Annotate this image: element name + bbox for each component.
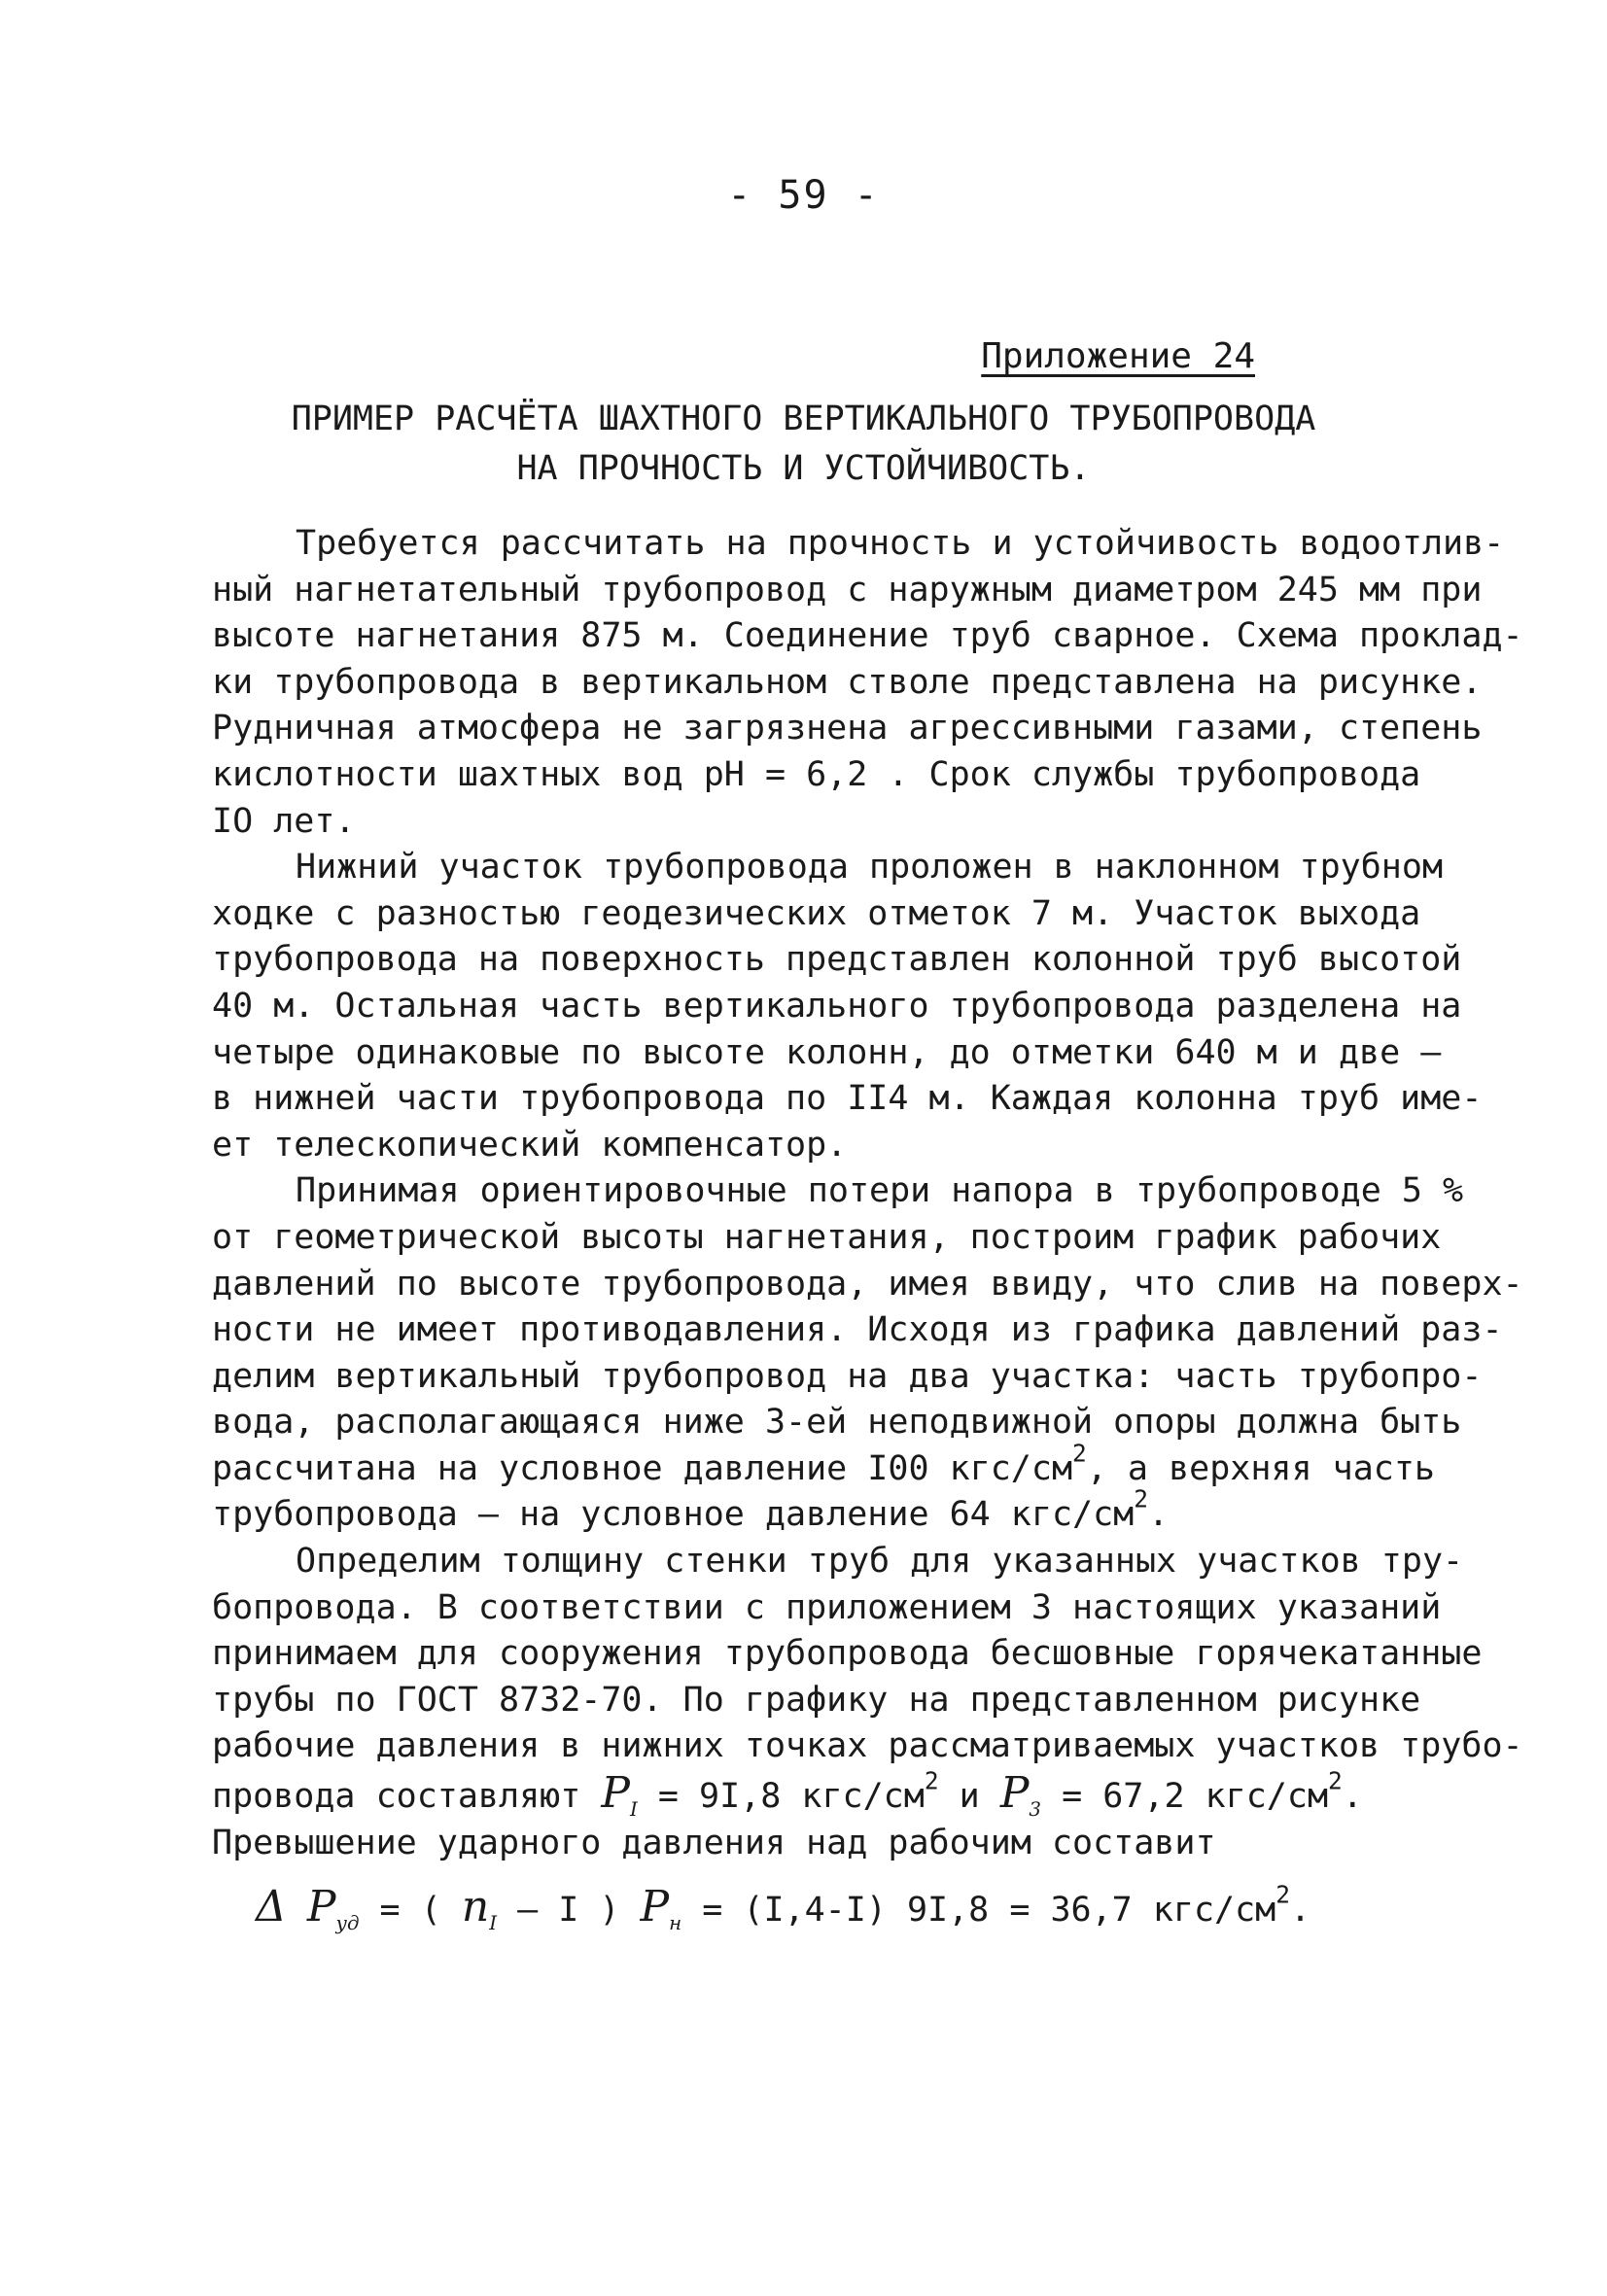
text-line [212, 1766, 1408, 1821]
body-text [212, 521, 1523, 1935]
symbol-p1 [601, 1768, 638, 1821]
text-line: рабочие давления в нижних точках рассматриваемых участков трубо- [212, 1726, 1523, 1766]
symbol-letter: P [640, 1882, 670, 1932]
text-line: 40 м. Остальная часть вертикального трубопровода разделена на [212, 986, 1462, 1026]
superscript: 2 [1134, 1485, 1148, 1514]
title-line: НА ПРОЧНОСТЬ И УСТОЙЧИВОСТЬ. [516, 449, 1091, 488]
text-span: . [1148, 1495, 1170, 1535]
formula [212, 1880, 1408, 1935]
text-line: бопровода. В соответствии с приложением 3 настоящих указаний [212, 1587, 1442, 1627]
title-line: ПРИМЕР РАСЧЁТА ШАХТНОГО ВЕРТИКАЛЬНОГО ТРУБОПРОВОДА [291, 400, 1316, 438]
text-line: высоте нагнетания 875 м. Соединение труб сварное. Схема проклад- [212, 616, 1523, 656]
text-line: вода, располагающаяся ниже 3-ей неподвижной опоры должна быть [212, 1403, 1462, 1443]
delta-symbol: Δ [256, 1882, 287, 1932]
superscript: 2 [1275, 1880, 1291, 1909]
text-line: кислотности шахтных вод pH = 6,2 . Срок службы трубопровода [212, 754, 1421, 794]
text-line: IO лет. [212, 801, 356, 841]
symbol-n [461, 1882, 498, 1935]
text-line: делим вертикальный трубопровод на два участка: часть трубопро- [212, 1356, 1483, 1396]
text-line: принимаем для сооружения трубопровода бесшовные горячекатанные [212, 1634, 1483, 1674]
appendix-label: Приложение 24 [981, 336, 1255, 376]
text-line: трубопровода на поверхность представлен колонной труб высотой [212, 940, 1462, 980]
text-line: трубы по ГОСТ 8732-70. По графику на представленном рисунке [212, 1680, 1421, 1720]
subscript: 3 [1029, 1797, 1042, 1821]
subscript: н [669, 1912, 682, 1935]
text-line: ности не имеет противодавления. Исходя из графика давлений раз- [212, 1310, 1503, 1350]
text-line: Принимая ориентировочные потери напора в трубопроводе 5 % [296, 1171, 1464, 1211]
subscript: I [489, 1912, 498, 1935]
superscript: 2 [924, 1766, 939, 1795]
text-span: трубопровода – на условное давление 64 кгс/см [212, 1495, 1135, 1535]
text-line: ет телескопический компенсатор. [212, 1125, 848, 1165]
symbol-p-ud [306, 1882, 360, 1935]
text-line: от геометрической высоты нагнетания, построим график рабочих [212, 1217, 1442, 1257]
text-span: . [1342, 1777, 1363, 1817]
symbol-letter: P [601, 1768, 630, 1819]
text-span: = ( [359, 1891, 462, 1931]
subscript: уд [335, 1912, 360, 1935]
text-line: Требуется рассчитать на прочность и устойчивость водоотлив- [296, 524, 1505, 563]
symbol-letter: P [306, 1882, 336, 1932]
text-line [212, 1439, 1436, 1493]
text-span: = 9I,8 кгс/см [637, 1777, 925, 1817]
text-line: давлений по высоте трубопровода, имея ввиду, что слив на поверх- [212, 1264, 1523, 1304]
document-title [0, 395, 1607, 494]
text-line: ходке с разностью геодезических отметок 7 м. Участок выхода [212, 893, 1421, 933]
symbol-p-n [640, 1882, 682, 1935]
text-span: , а верхняя часть [1086, 1448, 1436, 1488]
text-line: Превышение ударного давления над рабочим составит [212, 1823, 1216, 1862]
superscript: 2 [1072, 1439, 1087, 1468]
text-line: ки трубопровода в вертикальном стволе представлена на рисунке. [212, 662, 1483, 702]
text-span: . [1290, 1891, 1311, 1931]
subscript: I [629, 1797, 638, 1821]
text-line: Определим толщину стенки труб для указанных участков тру- [296, 1542, 1464, 1582]
text-span: – I ) [497, 1891, 641, 1931]
page-number: - 59 - [727, 173, 880, 218]
text-span: провода составляют [212, 1777, 602, 1817]
text-span: = (I,4-I) 9I,8 = 36,7 кгс/см [681, 1891, 1276, 1931]
text-line: Нижний участок трубопровода проложен в наклонном трубном [296, 848, 1444, 887]
text-line: в нижней части трубопровода по II4 м. Каждая колонна труб име- [212, 1079, 1483, 1119]
text-line: четыре одинаковые по высоте колонн, до отметки 640 м и две – [212, 1032, 1442, 1072]
text-span: рассчитана на условное давление I00 кгс/см [212, 1448, 1073, 1488]
superscript: 2 [1328, 1766, 1343, 1795]
symbol-letter: P [999, 1768, 1030, 1819]
text-span: = 67,2 кгс/см [1041, 1777, 1329, 1817]
text-line [212, 1485, 1408, 1539]
text-line: Рудничная атмосфера не загрязнена агрессивными газами, степень [212, 709, 1483, 748]
text-line: ный нагнетательный трубопровод с наружным диаметром 245 мм при [212, 570, 1483, 609]
text-span: и [938, 1777, 1000, 1817]
symbol-p3 [999, 1768, 1042, 1821]
symbol-letter: n [461, 1882, 490, 1932]
